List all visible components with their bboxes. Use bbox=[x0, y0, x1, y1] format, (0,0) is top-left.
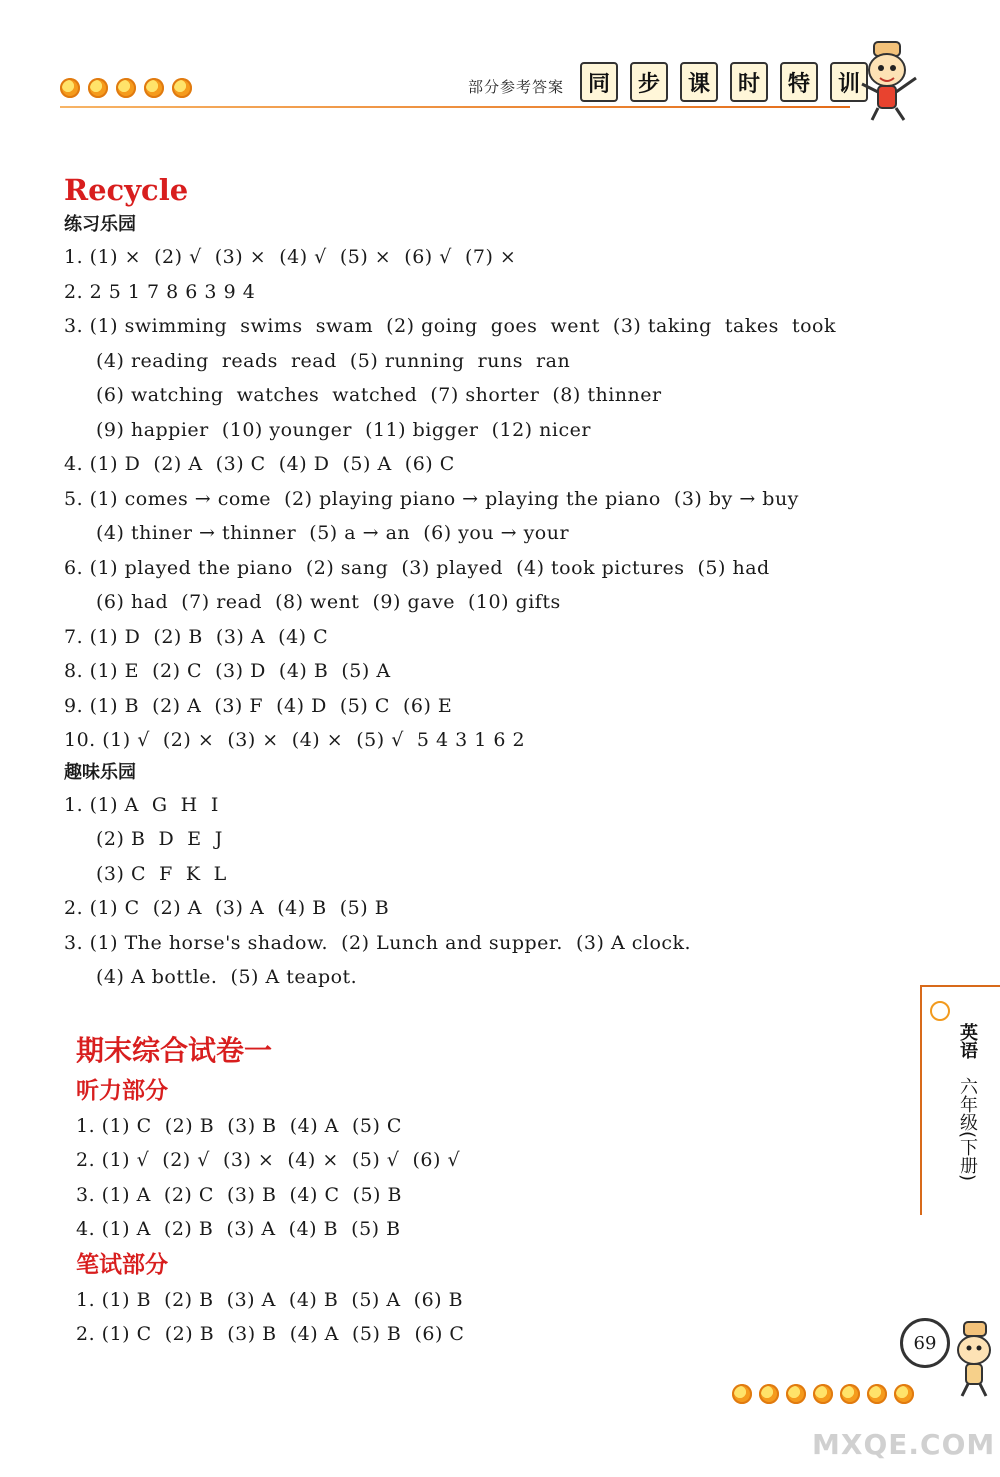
answer-line: 5. (1) comes → come (2) playing piano → playing the piano (3) by → buy bbox=[64, 487, 799, 510]
side-tab bbox=[920, 985, 1000, 1215]
answer-line: (3) C F K L bbox=[96, 862, 227, 885]
answer-line: (2) B D E J bbox=[96, 828, 223, 850]
answer-line: 8. (1) E (2) C (3) D (4) B (5) A bbox=[64, 660, 391, 682]
answer-line: (4) A bottle. (5) A teapot. bbox=[96, 966, 358, 988]
group-heading: 笔试部分 bbox=[76, 1251, 168, 1278]
decor-dot bbox=[786, 1384, 806, 1404]
answer-line: (4) thiner → thinner (5) a → an (6) you → your bbox=[96, 522, 570, 544]
answer-line: 2. (1) C (2) B (3) B (4) A (5) B (6) C bbox=[76, 1323, 465, 1345]
answer-list bbox=[76, 1283, 884, 1352]
side-tab-top-border bbox=[920, 985, 1000, 987]
group-heading: 练习乐园 bbox=[64, 214, 136, 235]
page-number: 69 bbox=[900, 1318, 950, 1368]
answer-line: 10. (1) √ (2) × (3) × (4) × (5) √ 5 4 3 1 6 2 bbox=[64, 729, 526, 751]
section-title-recycle: Recycle bbox=[64, 173, 189, 207]
decor-dot bbox=[840, 1384, 860, 1404]
answer-line: 3. (1) swimming swims swam (2) going goes went (3) taking takes took bbox=[64, 315, 836, 337]
answer-line: 6. (1) played the piano (2) sang (3) played (4) took pictures (5) had bbox=[64, 556, 770, 579]
header-dots bbox=[60, 78, 192, 98]
answer-line: 1. (1) C (2) B (3) B (4) A (5) C bbox=[76, 1114, 402, 1137]
header-title-char: 时 bbox=[730, 62, 768, 102]
group-heading: 听力部分 bbox=[76, 1077, 168, 1104]
decor-dot bbox=[88, 78, 108, 98]
header-title-char: 课 bbox=[680, 62, 718, 102]
decor-dot bbox=[144, 78, 164, 98]
header-divider bbox=[60, 106, 850, 108]
header-title bbox=[580, 62, 868, 102]
answer-line: 4. (1) A (2) B (3) A (4) B (5) B bbox=[76, 1218, 401, 1240]
side-tab-grade: 六年级(下册) bbox=[957, 1077, 978, 1182]
answer-content bbox=[64, 170, 884, 1352]
answer-list bbox=[64, 240, 884, 758]
decor-dot bbox=[813, 1384, 833, 1404]
decor-dot bbox=[116, 78, 136, 98]
header-title-char: 步 bbox=[630, 62, 668, 102]
header-title-char: 同 bbox=[580, 62, 618, 102]
answer-line: 2. (1) √ (2) √ (3) × (4) × (5) √ (6) √ bbox=[76, 1149, 461, 1171]
decor-dot bbox=[867, 1384, 887, 1404]
section-title-final-exam: 期末综合试卷一 bbox=[76, 1033, 273, 1067]
answer-line: (6) had (7) read (8) went (9) gave (10) gifts bbox=[96, 591, 561, 613]
answer-line: 3. (1) The horse's shadow. (2) Lunch and supper. (3) A clock. bbox=[64, 931, 692, 954]
decor-dot bbox=[60, 78, 80, 98]
answer-line: 2. (1) C (2) A (3) A (4) B (5) B bbox=[64, 897, 390, 919]
decor-dot bbox=[172, 78, 192, 98]
answer-line: 1. (1) × (2) √ (3) × (4) √ (5) × (6) √ (7) × bbox=[64, 246, 517, 268]
footer-dots bbox=[732, 1384, 914, 1404]
mascot-icon bbox=[930, 1320, 994, 1400]
header-subtitle: 部分参考答案 bbox=[468, 78, 565, 96]
side-tab-subject: 英语 bbox=[957, 1023, 978, 1059]
answer-line: 1. (1) A G H I bbox=[64, 793, 219, 816]
answer-line: 7. (1) D (2) B (3) A (4) C bbox=[64, 625, 329, 648]
ring-icon bbox=[930, 1001, 950, 1021]
answer-line: 4. (1) D (2) A (3) C (4) D (5) A (6) C bbox=[64, 453, 455, 475]
answer-line: (4) reading reads read (5) running runs ran bbox=[96, 349, 571, 372]
answer-line: 2. 2 5 1 7 8 6 3 9 4 bbox=[64, 280, 256, 303]
answer-list bbox=[64, 788, 884, 995]
answer-line: (6) watching watches watched (7) shorter (8) thinner bbox=[96, 384, 662, 406]
header-title-char: 特 bbox=[780, 62, 818, 102]
answer-list bbox=[76, 1109, 884, 1247]
side-tab-border bbox=[920, 985, 922, 1215]
group-heading: 趣味乐园 bbox=[64, 761, 136, 783]
decor-dot bbox=[732, 1384, 752, 1404]
header-title-char: 训 bbox=[830, 62, 868, 102]
decor-dot bbox=[894, 1384, 914, 1404]
pencil-mascot-icon bbox=[856, 38, 928, 124]
answer-line: (9) happier (10) younger (11) bigger (12) nicer bbox=[96, 418, 591, 441]
answer-line: 9. (1) B (2) A (3) F (4) D (5) C (6) E bbox=[64, 694, 453, 717]
page-header bbox=[0, 0, 1000, 140]
answer-line: 1. (1) B (2) B (3) A (4) B (5) A (6) B bbox=[76, 1288, 464, 1311]
watermark: MXQE.COM bbox=[812, 1428, 996, 1461]
answer-line: 3. (1) A (2) C (3) B (4) C (5) B bbox=[76, 1183, 402, 1206]
decor-dot bbox=[759, 1384, 779, 1404]
